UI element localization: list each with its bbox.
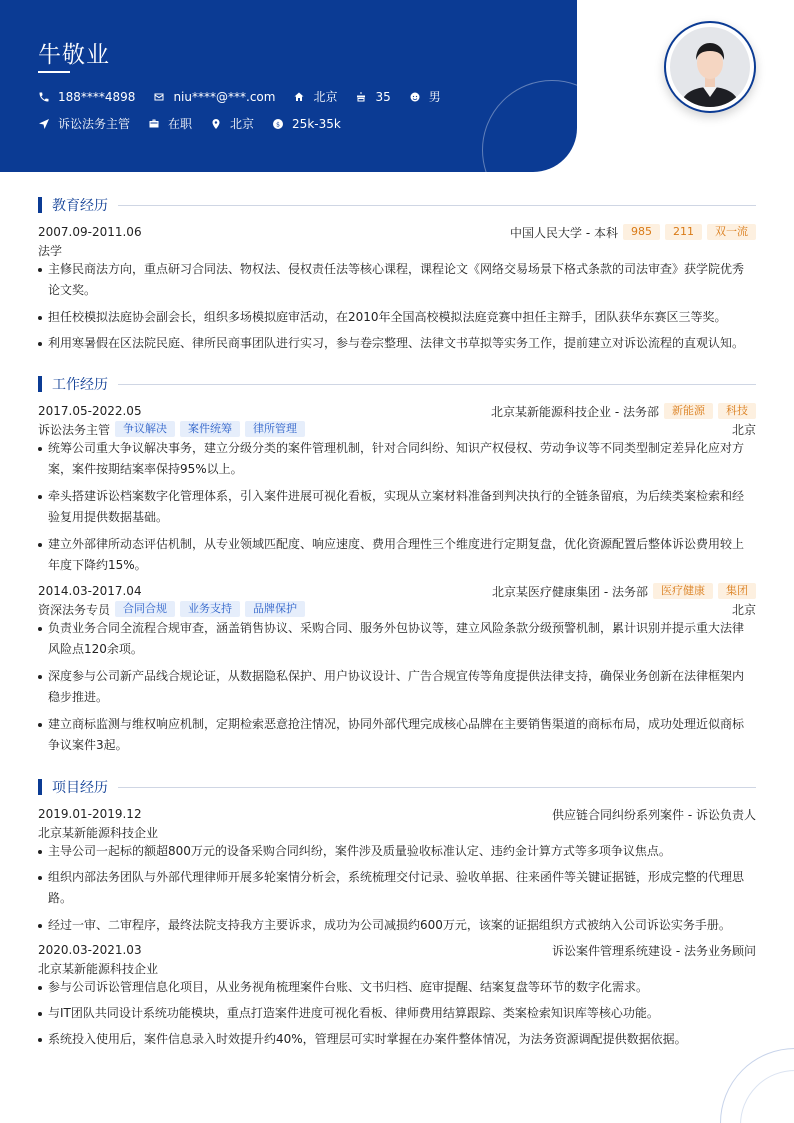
work-entry-header <box>38 582 756 600</box>
section-bar <box>38 376 42 392</box>
mail-icon <box>153 91 165 103</box>
gender-icon <box>409 91 421 103</box>
status-value: 在职 <box>168 117 193 131</box>
work-period: 2014.03-2017.04 <box>38 584 142 598</box>
work-title: 工作经历 <box>52 377 108 393</box>
skill-tag: 争议解决 <box>115 421 175 437</box>
list-item: 主导公司一起标的额超800万元的设备采购合同纠纷，案件涉及质量验收标准认定、违约金计算方式等多项争议焦点。 <box>38 841 748 862</box>
candidate-name: 牛敬业 <box>38 42 110 68</box>
list-item: 利用寒暑假在区法院民庭、律所民商事团队进行实习，参与卷宗整理、法律文书草拟等实务工作，提前建立对诉讼流程的直观认知。 <box>38 333 748 354</box>
education-section-header <box>38 196 756 214</box>
list-item: 担任校模拟法庭协会副会长，组织多场模拟庭审活动，在2010年全国高校模拟法庭竞赛中担任主辩手，团队获华东赛区三等奖。 <box>38 307 748 328</box>
list-item: 牵头搭建诉讼档案数字化管理体系，引入案件进展可视化看板，实现从立案材料准备到判决执行的全链条留痕，为后续类案检索和经验复用提供数据基础。 <box>38 486 748 528</box>
education-major-row <box>38 241 756 259</box>
salary-info <box>272 117 341 131</box>
avatar <box>664 21 756 113</box>
section-divider <box>118 384 756 385</box>
projects-section-header <box>38 778 756 796</box>
section-bar <box>38 197 42 213</box>
gender-info <box>409 88 441 105</box>
svg-text:$: $ <box>276 120 280 128</box>
target-position-info <box>38 115 130 132</box>
section-bar <box>38 779 42 795</box>
skill-tag: 业务支持 <box>180 601 240 617</box>
avatar-photo <box>670 27 750 107</box>
briefcase-icon <box>148 118 160 130</box>
list-item: 负责业务合同全流程合规审查，涵盖销售协议、采购合同、服务外包协议等，建立风险条款分级预警机制，累计识别并提示重大法律风险点120余项。 <box>38 618 748 660</box>
location-pin-icon <box>210 118 222 130</box>
send-icon <box>38 118 50 130</box>
phone-value: 188****4898 <box>58 89 136 104</box>
list-item: 组织内部法务团队与外部代理律师开展多轮案情分析会，系统梳理交付记录、验收单据、往来函件等关键证据链，形成完整的代理思路。 <box>38 867 748 909</box>
header-banner <box>0 0 577 172</box>
phone-icon <box>38 91 50 103</box>
section-divider <box>118 205 756 206</box>
education-entry-header <box>38 223 756 241</box>
education-title: 教育经历 <box>52 198 108 214</box>
skill-tag: 案件统筹 <box>180 421 240 437</box>
list-item: 经过一审、二审程序，最终法院支持我方主要诉求，成功为公司减损约600万元，该案的证据组织方式被纳入公司诉讼实务手册。 <box>38 915 748 936</box>
work-position: 诉讼法务主管 <box>38 422 111 437</box>
work-section-header <box>38 375 756 393</box>
school-tag: 211 <box>665 224 702 240</box>
phone-info <box>38 90 135 104</box>
project-org: 北京某新能源科技企业 <box>38 825 159 840</box>
work-period: 2017.05-2022.05 <box>38 404 142 418</box>
work-position-row <box>38 420 756 438</box>
education-major: 法学 <box>38 243 63 258</box>
age-info <box>355 90 390 104</box>
school-tag: 双一流 <box>707 224 756 240</box>
work-position: 资深法务专员 <box>38 602 111 617</box>
city-value: 北京 <box>313 90 338 104</box>
contact-row <box>38 88 459 105</box>
decorative-circle <box>482 80 577 172</box>
gender-value: 男 <box>428 90 441 104</box>
cake-icon <box>355 91 367 103</box>
target-position-value: 诉讼法务主管 <box>58 117 131 131</box>
section-divider <box>118 787 756 788</box>
work-city: 北京 <box>731 422 756 437</box>
company-tag: 新能源 <box>664 403 713 419</box>
project-name-role: 诉讼案件管理系统建设 - 法务业务顾问 <box>552 943 756 958</box>
email-value: niu****@***.com <box>173 89 276 104</box>
job-intent-row <box>38 115 359 132</box>
education-period: 2007.09-2011.06 <box>38 225 142 239</box>
skill-tag: 合同合规 <box>115 601 175 617</box>
skill-tag: 律所管理 <box>245 421 305 437</box>
school-tag: 985 <box>623 224 660 240</box>
status-info <box>148 115 192 132</box>
work-city: 北京 <box>731 602 756 617</box>
project-period: 2020.03-2021.03 <box>38 943 142 957</box>
list-item: 深度参与公司新产品线合规论证，从数据隐私保护、用户协议设计、广告合规宣传等角度提供法律支持，确保业务创新在法律框架内稳步推进。 <box>38 666 748 708</box>
list-item: 建立外部律所动态评估机制，从专业领域匹配度、响应速度、费用合理性三个维度进行定期复盘，优化资源配置后整体诉讼费用较上年度下降约15%。 <box>38 534 748 576</box>
project-entry-header <box>38 941 756 959</box>
home-icon <box>293 91 305 103</box>
city-info <box>293 88 337 105</box>
company-tag: 医疗健康 <box>653 583 713 599</box>
project-name-role: 供应链合同纠纷系列案件 - 诉讼负责人 <box>552 807 756 822</box>
projects-title: 项目经历 <box>52 780 108 796</box>
project-entry-header <box>38 805 756 823</box>
skill-tag: 品牌保护 <box>245 601 305 617</box>
list-item: 建立商标监测与维权响应机制，定期检索恶意抢注情况，协同外部代理完成核心品牌在主要销售渠道的商标布局，成功处理近似商标争议案件3起。 <box>38 714 748 756</box>
list-item: 系统投入使用后，案件信息录入时效提升约40%，管理层可实时掌握在办案件整体情况，为法务资源调配提供数据依据。 <box>38 1029 748 1050</box>
company-tag: 科技 <box>718 403 756 419</box>
target-city-value: 北京 <box>230 117 255 131</box>
project-org: 北京某新能源科技企业 <box>38 961 159 976</box>
salary-value: 25k-35k <box>292 116 341 131</box>
name-underline <box>38 71 70 73</box>
list-item: 与IT团队共同设计系统功能模块，重点打造案件进度可视化看板、律师费用结算跟踪、类案检索知识库等核心功能。 <box>38 1003 748 1024</box>
work-company: 北京某新能源科技企业 - 法务部 <box>491 404 659 419</box>
list-item: 统筹公司重大争议解决事务，建立分级分类的案件管理机制，针对合同纠纷、知识产权侵权、劳动争议等不同类型制定差异化应对方案，案件按期结案率保持95%以上。 <box>38 438 748 480</box>
work-entry-header <box>38 402 756 420</box>
project-period: 2019.01-2019.12 <box>38 807 142 821</box>
company-tag: 集团 <box>718 583 756 599</box>
work-position-row <box>38 600 756 618</box>
coin-icon <box>272 118 284 130</box>
education-school: 中国人民大学 - 本科 <box>510 225 618 240</box>
email-info <box>153 90 275 104</box>
list-item: 主修民商法方向，重点研习合同法、物权法、侵权责任法等核心课程，课程论文《网络交易场景下格式条款的司法审查》获学院优秀论文奖。 <box>38 259 748 301</box>
project-org-row <box>38 959 756 977</box>
list-item: 参与公司诉讼管理信息化项目，从业务视角梳理案件台账、文书归档、庭审提醒、结案复盘等环节的数字化需求。 <box>38 977 748 998</box>
project-org-row <box>38 823 756 841</box>
target-city-info <box>210 115 254 132</box>
work-company: 北京某医疗健康集团 - 法务部 <box>492 584 648 599</box>
age-value: 35 <box>375 89 391 104</box>
